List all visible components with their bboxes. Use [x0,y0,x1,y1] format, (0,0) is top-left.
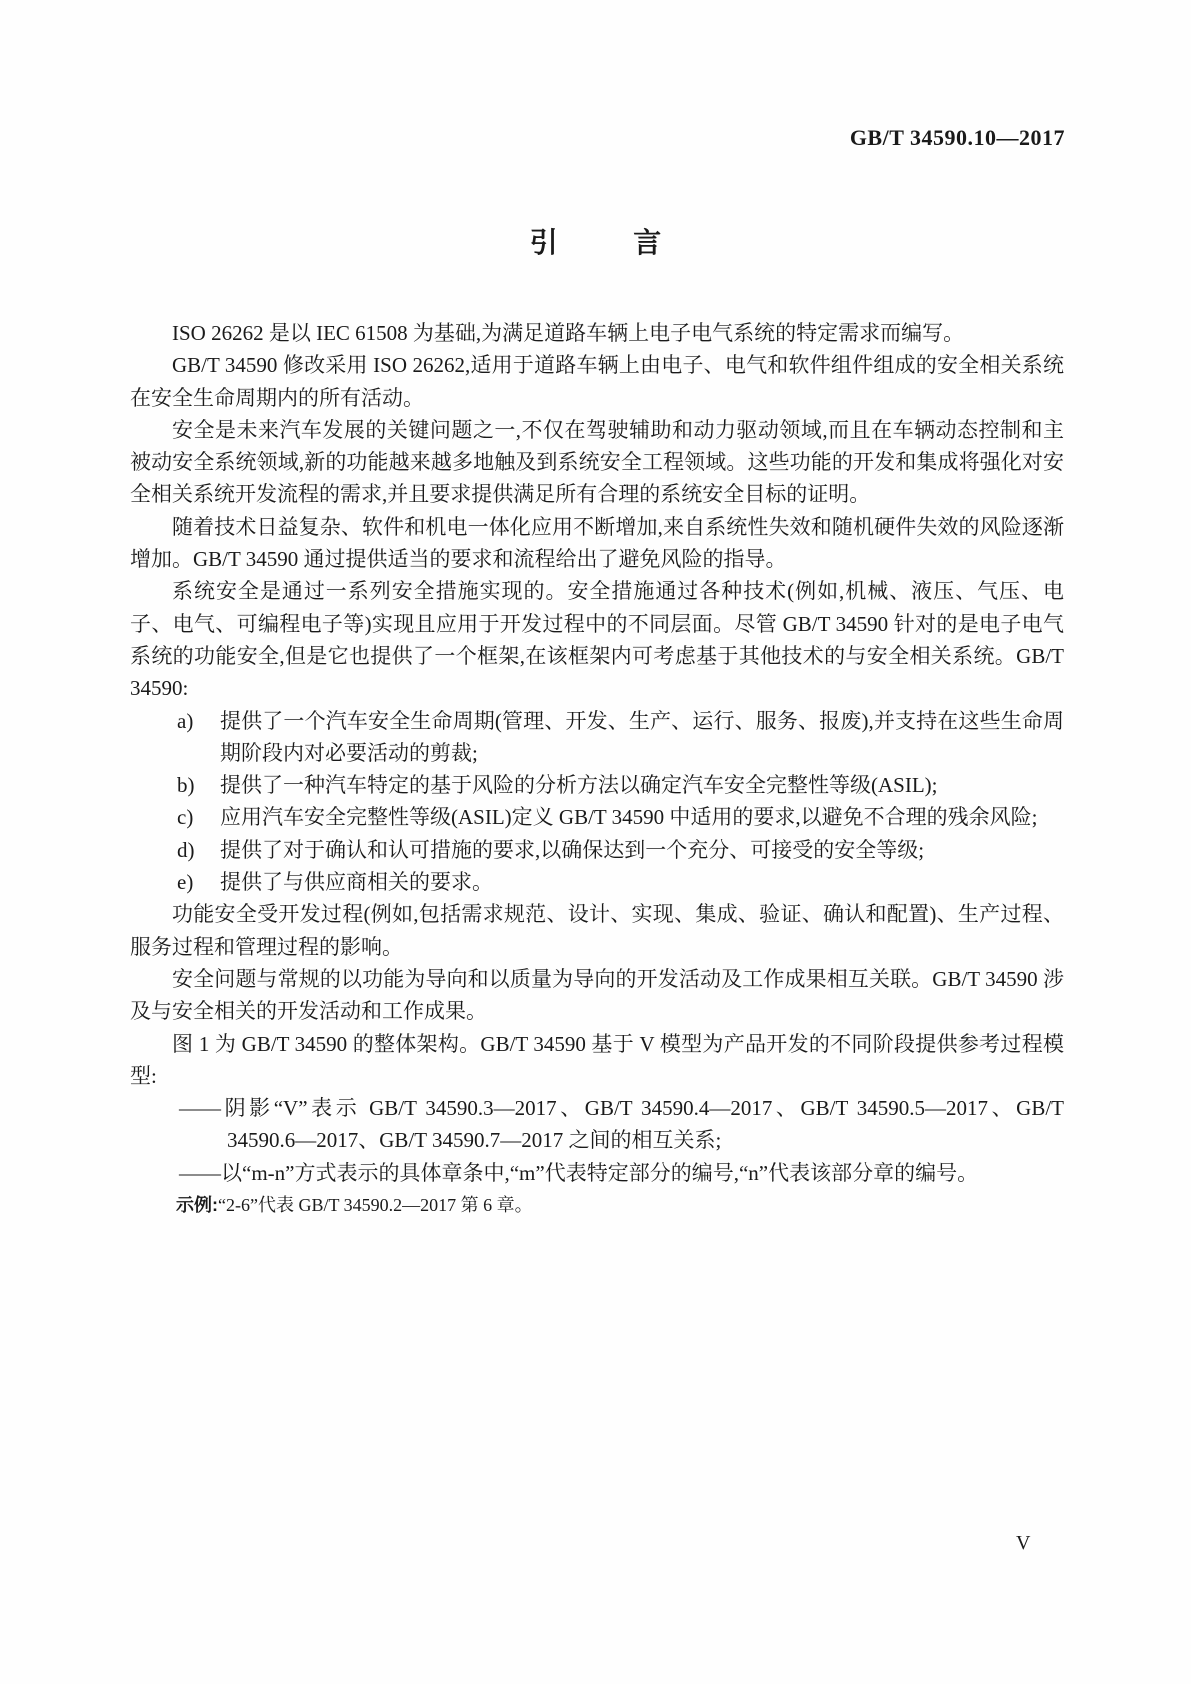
list-item-marker: d) [177,837,195,862]
list-item-marker: b) [177,773,195,798]
scope-list [130,705,1064,899]
list-item-text: 提供了一种汽车特定的基于风险的分析方法以确定汽车安全完整性等级(ASIL); [220,773,938,798]
intro-paragraph: 安全问题与常规的以功能为导向和以质量为导向的开发活动及工作成果相互关联。GB/T 34590 涉及与安全相关的开发活动和工作成果。 [130,966,1064,1024]
list-item-marker: c) [177,805,194,830]
intro-paragraph: 安全是未来汽车发展的关键问题之一,不仅在驾驶辅助和动力驱动领域,而且在车辆动态控制和主被动安全系统领域,新的功能越来越多地触及到系统安全工程领域。这些功能的开发和集成将强化对安全相关系统开发流程的需求,并且要求提供满足所有合理的系统安全目标的证明。 [130,417,1064,507]
dash-marker: —— [179,1160,221,1185]
intro-paragraph: 随着技术日益复杂、软件和机电一体化应用不断增加,来自系统性失效和随机硬件失效的风险逐渐增加。GB/T 34590 通过提供适当的要求和流程给出了避免风险的指导。 [130,514,1064,572]
list-item [130,801,1064,833]
list-item-marker: e) [177,870,194,895]
intro-paragraph: ISO 26262 是以 IEC 61508 为基础,为满足道路车辆上电子电气系统的特定需求而编写。 [172,321,965,345]
list-item-text: 提供了对于确认和认可措施的要求,以确保达到一个充分、可接受的安全等级; [220,837,925,862]
page-title [0,226,1191,260]
dash-item-text: 以“m-n”方式表示的具体章条中,“m”代表特定部分的编号,“n”代表该部分章的编号。 [221,1160,979,1185]
document-body [130,317,1064,1221]
list-item [130,705,1064,770]
list-item-marker: a) [177,708,194,733]
list-item [130,769,1064,801]
page-title-text: 引言 [529,227,737,258]
standard-number: GB/T 34590.10—2017 [849,125,1065,150]
dash-list-item [130,1092,1064,1157]
dash-item-text: 阴影“V”表示 GB/T 34590.3—2017、GB/T 34590.4—2017、GB/T 34590.5—2017、GB/T 34590.6—2017、GB/T 34590.7—2017 之间的相互关系; [221,1096,1064,1153]
intro-paragraph: GB/T 34590 修改采用 ISO 26262,适用于道路车辆上由电子、电气和软件组件组成的安全相关系统在安全生命周期内的所有活动。 [130,353,1064,410]
example-label: 示例: [176,1195,218,1216]
list-item [130,834,1064,866]
list-item-text: 提供了与供应商相关的要求。 [220,870,493,895]
intro-paragraph: 图 1 为 GB/T 34590 的整体架构。GB/T 34590 基于 V 模型为产品开发的不同阶段提供参考过程模型: [130,1031,1064,1088]
dash-list-item [130,1157,1064,1189]
list-item [130,866,1064,898]
intro-paragraph: 功能安全受开发过程(例如,包括需求规范、设计、实现、集成、验证、确认和配置)、生产过程、服务过程和管理过程的影响。 [130,902,1064,959]
example-text: “2-6”代表 GB/T 34590.2—2017 第 6 章。 [218,1195,533,1216]
list-item-text: 应用汽车安全完整性等级(ASIL)定义 GB/T 34590 中适用的要求,以避免不合理的残余风险; [220,805,1038,830]
page-number: V [1016,1532,1031,1554]
list-item-text: 提供了一个汽车安全生命周期(管理、开发、生产、运行、服务、报废),并支持在这些生命周期阶段内对必要活动的剪裁; [220,708,1064,765]
dash-marker: —— [179,1096,221,1121]
example-note [130,1189,1064,1221]
intro-paragraph: 系统安全是通过一系列安全措施实现的。安全措施通过各种技术(例如,机械、液压、气压、电子、电气、可编程电子等)实现且应用于开发过程中的不同层面。尽管 GB/T 34590 针对的是电子电气系统的功能安全,但是它也提供了一个框架,在该框架内可考虑基于其他技术的与安全相关系统。GB/T 34590: [130,579,1064,701]
